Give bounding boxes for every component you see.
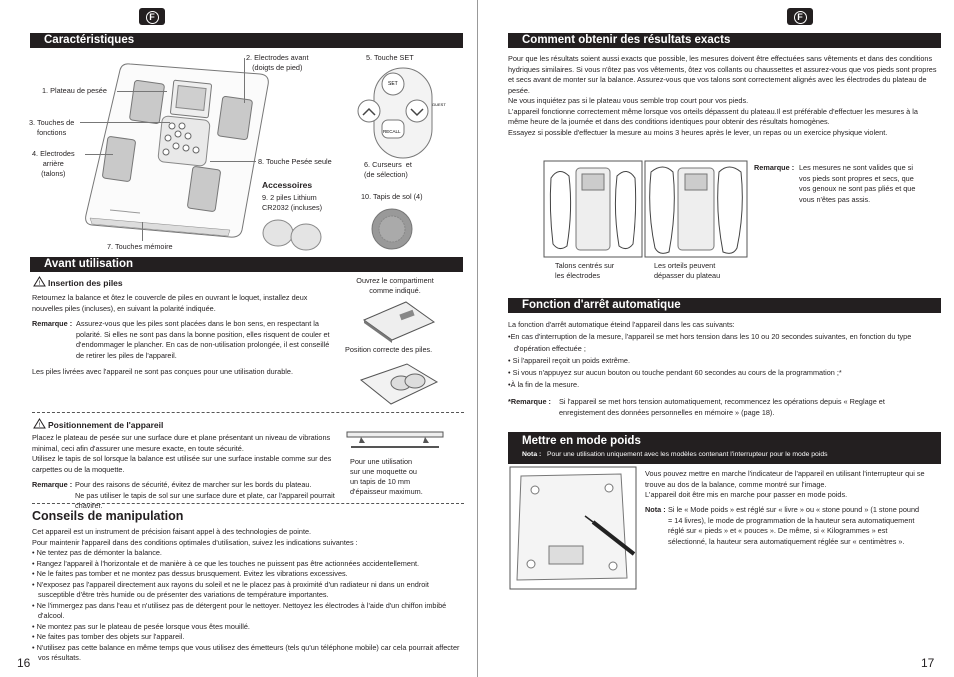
section-arret-automatique: Fonction d'arrêt automatique — [508, 298, 941, 313]
batteries-icon — [262, 218, 324, 252]
insertion-title: Insertion des piles — [48, 278, 123, 288]
piles-note: Les piles livrées avec l'appareil ne sont pas conçues pour une utilisation durable. — [32, 367, 293, 376]
list-item: • Ne tentez pas de démonter la balance. — [32, 548, 162, 557]
remarque2-label: Remarque : — [32, 480, 73, 489]
page-number-left: 16 — [17, 656, 31, 670]
list-item: • Ne l'immergez pas dans l'eau et n'utilisez pas de détergent pour le nettoyer. Nettoyez les électrodes à l'aide d'un chiffon imbibé d'alcool. — [32, 600, 447, 620]
arret-remarque-text: Si l'appareil se met hors tension automatiquement, recommencez les opérations depuis « Reglage et enregistement des données personnelles en mémoire » (page 18). — [559, 397, 885, 417]
leader-line — [85, 154, 113, 155]
scale-back-switch-illustration — [509, 466, 637, 590]
mode-poids-nota-label: Nota : — [522, 451, 542, 458]
caption-orteils: Les orteils peuvent dépasser du plateau — [654, 261, 721, 280]
label-plateau: 1. Plateau de pesée — [42, 86, 107, 95]
floor-mat-icon — [370, 207, 414, 251]
conseils-intro: Cet appareil est un instrument de précision faisant appel à des technologies de pointe. Pour maintenir l'appareil dans des conditions optimales d'utilisation, suivez les indications suivantes : — [32, 527, 358, 547]
label-touche-set: 5. Touche SET — [366, 53, 414, 62]
battery-compartment-illustration — [358, 298, 438, 344]
warning-icon — [33, 418, 46, 429]
language-tab-right: F — [787, 8, 813, 25]
list-item: • N'exposez pas l'appareil directement aux rayons du soleil et ne le placez pas à proximité d'un radiateur ni dans un endroit susceptible d'être très humide ou de présenter des variations de température importantes. — [32, 579, 429, 599]
positionnement-title: Positionnement de l'appareil — [48, 420, 164, 430]
conseils-list — [32, 548, 462, 664]
page-number-right: 17 — [921, 656, 935, 670]
img-position-caption: Position correcte des piles. — [345, 345, 433, 354]
language-tab-left: F — [139, 8, 165, 25]
img-ouvrez-caption: Ouvrez le compartiment comme indiqué. — [356, 276, 434, 295]
arret-list — [508, 331, 918, 391]
leader-line — [244, 58, 245, 103]
floor-mat-side-illustration — [345, 430, 445, 452]
mode-poids-title: Mettre en mode poids — [522, 435, 641, 447]
list-item: • Si l'appareil reçoit un poids extrême. — [508, 356, 630, 365]
svg-text:!: ! — [38, 281, 41, 287]
leader-line — [142, 222, 143, 241]
svg-text:SET: SET — [388, 81, 398, 87]
section-mode-poids — [508, 432, 941, 464]
mode-poids-nota2-text: Si le « Mode poids » est réglé sur « livre » ou « stone pound » (1 stone pound = 14 livres), le mode de programmation de la hauteur sera automatiquement réglé sur « pieds » et « pouces ». De même, si « Kilogrammes » est sélectionné, la hauteur sera automatiquement réglée sur « centimètres ». — [668, 505, 920, 546]
scale-illustration — [80, 60, 280, 240]
mode-poids-nota-bar: Pour une utilisation uniquement avec les modèles contenant l'interrupteur pour le mode poids — [547, 451, 828, 458]
moquette-note: Pour une utilisation sur une moquette ou un tapis de 10 mm d'épaisseur maximum. — [350, 457, 423, 496]
remarque-label: Remarque : — [32, 319, 73, 328]
dashed-separator — [32, 503, 464, 504]
feet-on-scale-illustration — [543, 160, 749, 260]
positionnement-text: Placez le plateau de pesée sur une surface dure et plane présentant un niveau de vibrations minimal, ceci afin d'assurer une mesure exacte, en toute sécurité. Utilisez le tapis de sol lorsque la balance est utilisée sur une surface instable comme sur des carpettes ou de la moquette. — [32, 433, 332, 474]
list-item: • Rangez l'appareil à l'horizontale et de manière à ce que les touches ne puissent pas être actionnées accidentellement. — [32, 558, 420, 568]
page-divider — [477, 0, 478, 677]
leader-line — [117, 91, 167, 92]
label-piles: 9. 2 piles Lithium CR2032 (incluses) — [262, 193, 323, 212]
label-touches-fonctions: 3. Touches de fonctions — [29, 118, 75, 137]
section-resultats-exacts: Comment obtenir des résultats exacts — [508, 33, 941, 48]
svg-text:!: ! — [38, 423, 41, 429]
exacts-text: Pour que les résultats soient aussi exacts que possible, les mesures doivent être effectuées sans vêtements et dans des conditions hydriques similaires. Si vous n'ôtez pas vos vêtements, ôtez vos collants ou chaussettes et assurez-vous que vos pieds sont propres et secs avant de monter sur la balance. Assurez-vous que vos talons sont correctement alignés avec les électrodes du plateau de pesée. Ne vous inquiétez pas si le plateau vous semble trop court pour vos pieds. L'appareil fonctionne correctement même lorsque vos orteils dépassent du plateau.Il est préférable d'effectuer les mesures à la même heure de la journée et dans des conditions identiques pour obtenir des résultats homogènes. Essayez si possible d'effectuer la mesure au moins 3 heures après le lever, un repas ou un exercice physique violent. — [508, 54, 937, 137]
mode-poids-nota2-label: Nota : — [645, 505, 666, 514]
list-item: • Si vous n'appuyez sur aucun bouton ou touche pendant 60 secondes au cours de la programmation ;* — [508, 368, 842, 377]
label-electrodes-avant: 2. Electrodes avant (doigts de pied) — [246, 53, 309, 72]
caption-talons: Talons centrés sur les électrodes — [555, 261, 615, 280]
list-item: • Ne montez pas sur le plateau de pesée lorsque vous êtes mouillé. — [32, 621, 250, 631]
list-item: •À la fin de la mesure. — [508, 380, 580, 389]
remarque2-text: Pour des raisons de sécurité, évitez de marcher sur les bords du plateau. Ne pas utiliser le tapis de sol sur une surface dure et plate, car l'appareil pourrait chavirer. — [75, 480, 335, 510]
section-caracteristiques: Caractéristiques — [30, 33, 463, 48]
mode-poids-text: Vous pouvez mettre en marche l'indicateur de l'appareil en utilisant l'interrupteur qui se trouve au dos de la balance, comme montré sur l'image. L'appareil doit être mis en marche pour passer en mode poids. — [645, 469, 925, 499]
label-tapis: 10. Tapis de sol (4) — [361, 192, 423, 201]
leader-line — [210, 161, 256, 162]
list-item: • N'utilisez pas cette balance en même temps que vous utilisez des émetteurs (tels qu'un téléphone mobile) car cela pourrait affecter vos résultats. — [32, 642, 460, 662]
insertion-text: Retournez la balance et ôtez le couvercle de piles en ouvrant le loquet, installez deux nouvelles piles (incluses), en suivant la polarité indiquée. — [32, 293, 308, 313]
list-item: • Ne faites pas tomber des objets sur l'appareil. — [32, 632, 185, 641]
svg-text:RECALL: RECALL — [383, 129, 401, 134]
list-item: • Ne le faites pas tomber et ne montez pas dessus brusquement. Evitez les vibrations excessives. — [32, 569, 348, 578]
leader-line — [80, 122, 170, 123]
section-avant-utilisation: Avant utilisation — [30, 257, 463, 272]
remarque-text: Assurez-vous que les piles sont placées dans le bon sens, en respectant la polarité. Si elles ne sont pas dans la bonne position, elles risquent de couler et d'endommager le plancher. En cas de non-utilisation prolongée, il est conseillé de retirer les piles de l'appareil. — [76, 319, 330, 360]
label-touches-memoire: 7. Touches mémoire — [107, 242, 173, 251]
conseils-title: Conseils de manipulation — [32, 509, 184, 523]
list-item: •En cas d'interruption de la mesure, l'appareil se met hors tension dans les 10 ou 20 secondes suivantes, en fonction du type d'opération effectuée ; — [508, 332, 912, 353]
accessoires-label: Accessoires — [262, 180, 313, 190]
label-pesee-seule: 8. Touche Pesée seule — [258, 157, 332, 166]
arret-intro: La fonction d'arrêt automatique éteind l'appareil dans les cas suivants: — [508, 320, 735, 329]
svg-text:GUEST: GUEST — [432, 102, 446, 107]
arret-remarque-label: *Remarque : — [508, 397, 551, 406]
label-curseurs: 6. Curseurs et (de sélection) — [364, 160, 412, 179]
warning-icon — [33, 276, 46, 287]
remarque-text-right: Les mesures ne sont valides que si vos pieds sont propres et secs, que vos genoux ne sont pas pliés et que vous n'êtes pas assis. — [799, 163, 916, 204]
control-panel-illustration — [354, 66, 454, 161]
remarque-label-right: Remarque : — [754, 163, 795, 172]
battery-position-illustration — [357, 360, 441, 408]
dashed-separator — [32, 412, 464, 413]
label-electrodes-arriere: 4. Electrodes arrière (talons) — [32, 149, 75, 178]
